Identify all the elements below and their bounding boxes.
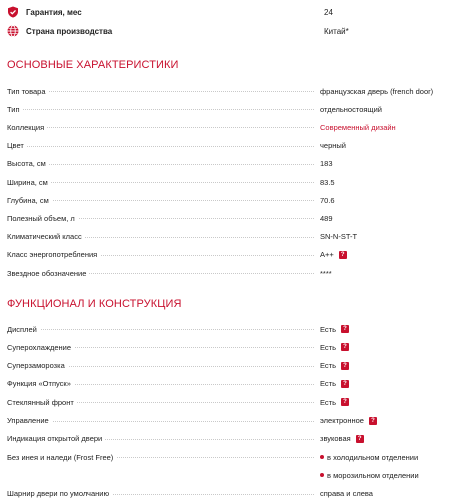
spec-row — [7, 430, 443, 448]
spec-value-text: в морозильном отделении — [327, 470, 419, 480]
warranty-label: Гарантия, мес — [26, 7, 82, 17]
spec-value — [320, 141, 346, 150]
help-icon[interactable]: ? — [339, 251, 347, 259]
spec-row — [7, 246, 443, 264]
spec-label-text: Стеклянный фронт — [7, 398, 77, 407]
spec-row — [7, 357, 443, 375]
spec-value-text: Есть — [320, 397, 337, 407]
spec-row — [7, 412, 443, 430]
dotted-leader — [7, 329, 314, 330]
spec-value-text: 489 — [320, 213, 333, 223]
spec-value — [320, 489, 373, 498]
spec-label — [7, 416, 320, 425]
spec-row — [7, 209, 443, 227]
spec-value-text: отдельностоящий — [320, 104, 382, 114]
dotted-leader — [7, 421, 314, 422]
spec-row — [7, 393, 443, 411]
shield-check-icon — [7, 6, 19, 18]
spec-label-text: Без инея и наледи (Frost Free) — [7, 453, 116, 462]
spec-value — [320, 178, 335, 187]
spec-label — [7, 398, 320, 407]
spec-label — [7, 105, 320, 114]
dotted-leader — [7, 200, 314, 201]
dotted-leader — [7, 109, 314, 110]
spec-value-text: SN-N-ST-T — [320, 232, 358, 242]
spec-label — [7, 434, 320, 443]
globe-icon — [7, 25, 19, 37]
spec-value-text: Современный дизайн — [320, 122, 396, 132]
help-icon[interactable]: ? — [341, 343, 349, 351]
spec-label — [7, 232, 320, 241]
spec-row — [7, 191, 443, 209]
spec-label-text: Звездное обозначение — [7, 269, 89, 278]
spec-label — [7, 361, 320, 370]
spec-value-text: в холодильном отделении — [327, 452, 419, 462]
spec-value-text: справа и слева — [320, 489, 373, 499]
spec-label — [7, 141, 320, 150]
spec-label-text: Климатический класс — [7, 232, 85, 241]
spec-label — [7, 87, 320, 96]
spec-value-text: электронное — [320, 416, 364, 425]
spec-label — [7, 453, 320, 462]
spec-value — [320, 434, 364, 443]
spec-label — [7, 178, 320, 187]
spec-value — [320, 379, 349, 388]
spec-label-text: Суперохлаждение — [7, 343, 74, 352]
spec-label — [7, 325, 320, 334]
help-icon[interactable]: ? — [341, 325, 349, 333]
help-icon[interactable]: ? — [341, 362, 349, 370]
country-row — [7, 22, 443, 40]
spec-label-text: Дисплей — [7, 325, 40, 334]
spec-label — [7, 269, 320, 278]
spec-label — [7, 489, 320, 498]
dotted-leader — [7, 182, 314, 183]
help-icon[interactable]: ? — [341, 398, 349, 406]
spec-row — [7, 375, 443, 393]
country-label: Страна производства — [26, 26, 113, 36]
spec-value — [320, 214, 333, 223]
spec-value — [320, 105, 382, 114]
help-icon[interactable]: ? — [369, 417, 377, 425]
spec-value-text: Есть — [320, 342, 337, 352]
warranty-row — [7, 3, 443, 21]
dotted-leader — [7, 127, 314, 128]
spec-label-text: Управление — [7, 416, 52, 425]
spec-label-text: Высота, см — [7, 159, 49, 168]
spec-value-text: французская дверь (french door) — [320, 86, 434, 96]
spec-label — [7, 196, 320, 205]
help-icon[interactable]: ? — [341, 380, 349, 388]
spec-row — [7, 338, 443, 356]
spec-row — [7, 264, 443, 282]
functionality-title: ФУНКЦИОНАЛ И КОНСТРУКЦИЯ — [7, 298, 182, 310]
spec-row — [7, 173, 443, 191]
spec-value — [320, 250, 347, 259]
bullet-icon — [320, 455, 324, 459]
dotted-leader — [7, 164, 314, 165]
spec-value — [320, 361, 349, 370]
spec-label-text: Тип — [7, 105, 23, 114]
spec-label-text: Коллекция — [7, 123, 47, 132]
spec-label — [7, 379, 320, 388]
spec-value — [320, 232, 357, 241]
main-characteristics-title: ОСНОВНЫЕ ХАРАКТЕРИСТИКИ — [7, 59, 179, 71]
spec-label-text: Цвет — [7, 141, 27, 150]
spec-value — [320, 453, 418, 462]
spec-row — [7, 100, 443, 118]
spec-value-text: A++ — [320, 250, 334, 260]
spec-label — [7, 123, 320, 132]
spec-value-text: Есть — [320, 379, 337, 389]
spec-label-text: Функция «Отпуск» — [7, 379, 74, 388]
spec-value-text: Есть — [320, 361, 337, 371]
country-value: Китай* — [324, 26, 349, 36]
spec-value-text: черный — [320, 141, 346, 151]
spec-value-text: 83.5 — [320, 177, 335, 187]
spec-value-text: Есть — [320, 324, 337, 334]
spec-value — [320, 87, 433, 96]
spec-row — [7, 137, 443, 155]
spec-value-text: **** — [320, 268, 332, 278]
spec-label-text: Индикация открытой двери — [7, 434, 105, 443]
bullet-icon — [320, 473, 324, 477]
spec-label — [7, 343, 320, 352]
spec-value — [320, 471, 419, 480]
spec-row — [7, 466, 443, 484]
spec-row — [7, 228, 443, 246]
spec-value — [320, 416, 377, 425]
spec-value-text: 70.6 — [320, 195, 335, 205]
spec-label-text: Класс энергопотребления — [7, 250, 100, 259]
spec-label-text: Суперзаморозка — [7, 361, 68, 370]
spec-value — [320, 269, 332, 278]
spec-label — [7, 214, 320, 223]
spec-value — [320, 196, 335, 205]
spec-row — [7, 320, 443, 338]
spec-row — [7, 448, 443, 466]
spec-label-text: Шарнир двери по умолчанию — [7, 489, 112, 498]
collection-link[interactable] — [320, 123, 396, 132]
dotted-leader — [7, 146, 314, 147]
help-icon[interactable]: ? — [356, 435, 364, 443]
spec-row — [7, 82, 443, 100]
dotted-leader — [7, 91, 314, 92]
spec-label-text: Глубина, см — [7, 196, 52, 205]
spec-label-text: Тип товара — [7, 87, 49, 96]
spec-label — [7, 159, 320, 168]
warranty-value: 24 — [324, 7, 333, 17]
spec-label — [7, 250, 320, 259]
spec-label-text: Ширина, см — [7, 178, 51, 187]
spec-value — [320, 325, 349, 334]
spec-row — [7, 118, 443, 136]
spec-value-text: 183 — [320, 159, 333, 169]
spec-value — [320, 159, 333, 168]
spec-label-text: Полезный объем, л — [7, 214, 78, 223]
spec-value — [320, 343, 349, 352]
spec-value-text: звуковая — [320, 434, 351, 444]
spec-value — [320, 398, 349, 407]
spec-row — [7, 155, 443, 173]
